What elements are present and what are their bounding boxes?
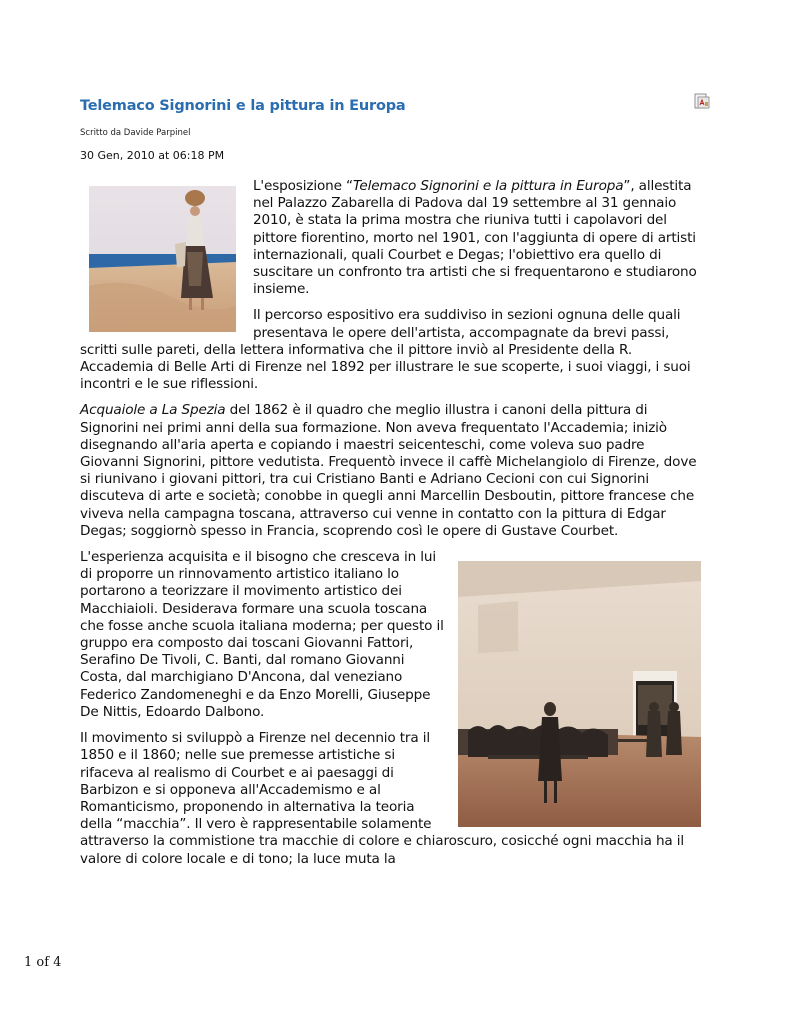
page-number: 1 of 4 [24, 955, 62, 970]
exhibition-title: Telemaco Signorini e la pittura in Europa [352, 178, 624, 194]
paragraph-2: Il percorso espositivo era suddiviso in sezioni ognuna delle quali presentava le opere dell'artista, accompagnate da brevi passi, scritti sulle pareti, della lettera informativa che il pittore inviò al Presidente della R. Accademia di Belle Arti di Firenze nel 1892 per illustrare le sue scoperte, i suoi viaggi, i suoi incontri e le sue riflessioni. [80, 307, 691, 393]
article-date: 30 Gen, 2010 at 06:18 PM [80, 149, 225, 162]
paragraph-3: Acquaiole a La Spezia del 1862 è il quadro che meglio illustra i canoni della pittura di Signorini nei primi anni della sua formazione. Non aveva frequentato l'Accademia; iniziò disegnando all'aria aperta e copiando i maestri seicenteschi, come voleva suo padre Giovanni Signorini, pittore vedutista. Frequentò invece il caffè Michelangiolo di Firenze, dove si riunivano i giovani pittori, tra cui Cristiano Banti e Adriano Cecioni con cui Signorini discuteva di arte e società; conobbe in quegli anni Marcellin Desboutin, pittore francese che viveva nella campagna toscana, attraverso cui venne in contatto con la pittura di Edgar Degas; soggiornò spesso in Francia, scoprendo così le opere di Gustave Courbet. [80, 402, 697, 539]
painting-acquaiole-image [89, 186, 236, 332]
painting-interior-image [458, 561, 701, 827]
painting-title: Acquaiole a La Spezia [80, 402, 226, 419]
pdf-icon[interactable] [694, 93, 710, 109]
paragraph-4: L'esperienza acquisita e il bisogno che cresceva in lui di proporre un rinnovamento artistico italiano lo portarono a teorizzare il movimento artistico dei Macchiaioli. Desiderava formare una scuola toscana che fosse anche scuola italiana moderna; per questo il gruppo era composto dai toscani Giovanni Fattori, Serafino De Tivoli, C. Banti, dal romano Giovanni Costa, dal marchigiano D'Ancona, dal veneziano Federico Zandomeneghi e da Enzo Morelli, Giuseppe De Nittis, Edoardo Dalbono. [80, 549, 706, 721]
paragraph-5: Il movimento si sviluppò a Firenze nel decennio tra il 1850 e il 1860; nelle sue premesse artistiche si rifaceva al realismo di Courbet e ai paesaggi di Barbizon e si opponeva all'Accademismo e al Romanticismo, proponendo in alternativa la teoria della “macchia”. Il vero è rappresentabile solamente attraverso la commistione tra macchie di colore e chiaroscuro, cosicché ogni macchia ha il valore di colore locale e di tono; la luce muta la [80, 730, 685, 867]
paragraph-1: L'esposizione “Telemaco Signorini e la pittura in Europa”, allestita nel Palazzo Zabarella di Padova dal 19 settembre al 31 gennaio 2010, è stata la prima mostra che riuniva tutti i capolavori del pittore fiorentino, morto nel 1901, con l'aggiunta di opere di artisti internazionali, quali Courbet e Degas; l'obiettivo era quello di suscitare un confronto tra artisti che si frequentarono e studiarono insieme. [253, 178, 697, 298]
article-title[interactable]: Telemaco Signorini e la pittura in Europa [80, 98, 406, 114]
article-author: Scritto da Davide Parpinel [80, 128, 191, 138]
article-body [80, 178, 706, 877]
